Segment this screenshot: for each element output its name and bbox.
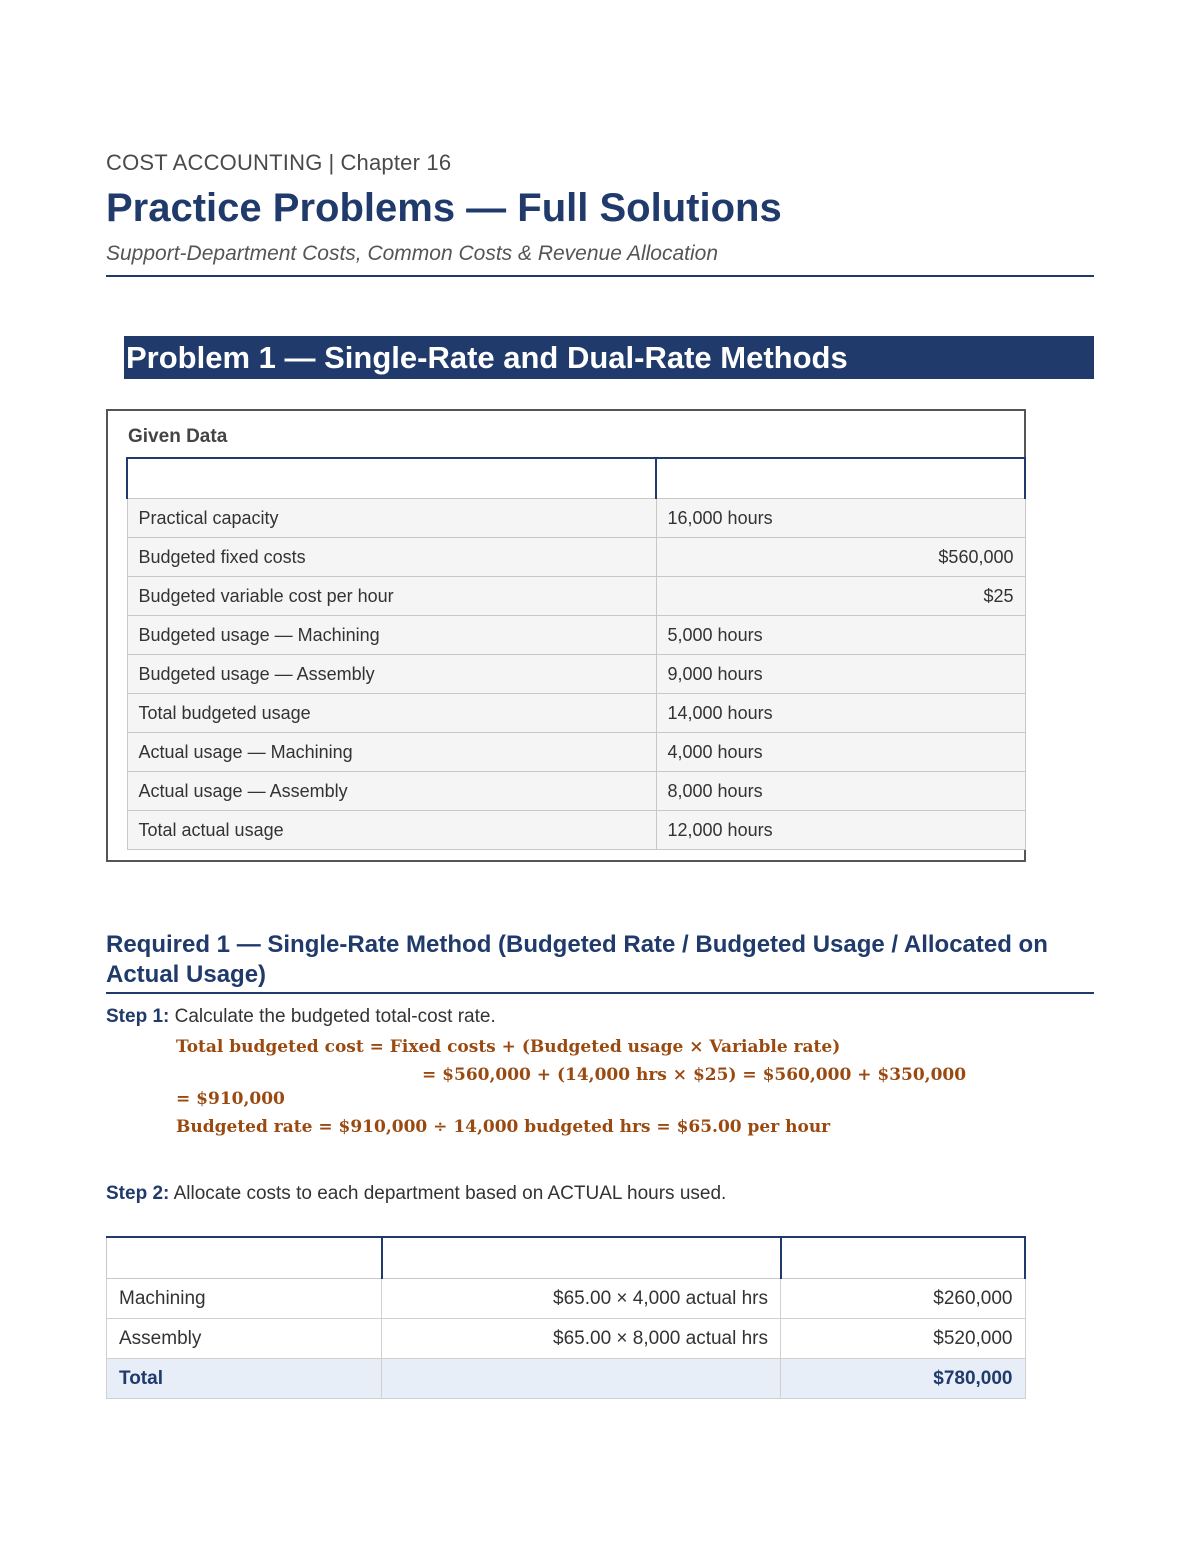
formula-total-cost-result: = $910,000 — [176, 1089, 285, 1109]
chapter-label: Chapter 16 — [340, 150, 452, 175]
step-1-text: Calculate the budgeted total-cost rate. — [169, 1006, 496, 1027]
step-2-text: Allocate costs to each department based on ACTUAL hours used. — [169, 1183, 727, 1204]
total-calculation-cell — [382, 1359, 781, 1399]
given-value-cell: 4,000 hours — [656, 733, 1025, 772]
given-item-cell: Budgeted fixed costs — [127, 538, 656, 577]
table-row — [127, 538, 1025, 577]
given-value-cell: $560,000 — [656, 538, 1025, 577]
page-subtitle: Support-Department Costs, Common Costs & Revenue Allocation — [106, 242, 718, 265]
given-item-cell: Total budgeted usage — [127, 694, 656, 733]
header-divider — [106, 275, 1094, 277]
column-header-department — [107, 1237, 382, 1279]
formula-total-cost: Total budgeted cost = Fixed costs + (Budgeted usage × Variable rate) — [176, 1037, 841, 1057]
allocation-table — [106, 1236, 1026, 1399]
column-header-data: Data — [656, 458, 1025, 499]
allocation-calculation-cell: $65.00 × 4,000 actual hrs — [382, 1279, 781, 1319]
formula-budgeted-rate: Budgeted rate = $910,000 ÷ 14,000 budgeted hrs = $65.00 per hour — [176, 1117, 831, 1137]
table-row — [107, 1319, 1026, 1359]
step-1-label: Step 1: — [106, 1006, 170, 1027]
given-item-cell: Actual usage — Assembly — [127, 772, 656, 811]
required-1-divider — [106, 992, 1094, 994]
page-title: Practice Problems — Full Solutions — [106, 186, 782, 230]
given-item-cell: Budgeted variable cost per hour — [127, 577, 656, 616]
given-item-cell: Actual usage — Machining — [127, 733, 656, 772]
allocation-amount-cell: $260,000 — [781, 1279, 1026, 1319]
given-data-box — [106, 409, 1026, 862]
formula-total-cost-calc: = $560,000 + (14,000 hrs × $25) = $560,000 + $350,000 — [422, 1065, 967, 1085]
table-row — [127, 616, 1025, 655]
step-1 — [106, 1006, 496, 1028]
table-row — [127, 811, 1025, 850]
table-row — [127, 733, 1025, 772]
total-amount-cell: $780,000 — [781, 1359, 1026, 1399]
total-label-cell: Total — [107, 1359, 382, 1399]
required-1-heading: Required 1 — Single-Rate Method (Budgeted Rate / Budgeted Usage / Allocated on Actual Usage) — [106, 931, 1048, 988]
table-header-row — [107, 1237, 1026, 1279]
given-value-cell: 9,000 hours — [656, 655, 1025, 694]
total-row — [107, 1359, 1026, 1399]
allocation-department-cell: Machining — [107, 1279, 382, 1319]
column-header-amount — [781, 1237, 1026, 1279]
table-header-row — [127, 458, 1025, 499]
given-item-cell: Total actual usage — [127, 811, 656, 850]
given-item-cell: Budgeted usage — Assembly — [127, 655, 656, 694]
given-item-cell: Practical capacity — [127, 499, 656, 538]
given-value-cell: 16,000 hours — [656, 499, 1025, 538]
kicker-separator: | — [328, 150, 335, 175]
given-item-cell: Budgeted usage — Machining — [127, 616, 656, 655]
given-data-label: Given Data — [128, 426, 228, 447]
table-row — [127, 499, 1025, 538]
allocation-amount-cell: $520,000 — [781, 1319, 1026, 1359]
given-value-cell: $25 — [656, 577, 1025, 616]
course-name: COST ACCOUNTING — [106, 150, 323, 175]
table-row — [127, 694, 1025, 733]
step-2-label: Step 2: — [106, 1183, 170, 1204]
column-header-item: Item — [127, 458, 656, 499]
document-kicker — [106, 150, 451, 176]
step-2 — [106, 1183, 726, 1205]
table-row — [107, 1279, 1026, 1319]
problem-heading: Problem 1 — Single-Rate and Dual-Rate Methods — [124, 336, 1094, 379]
table-row — [127, 655, 1025, 694]
table-row — [127, 577, 1025, 616]
given-value-cell: 8,000 hours — [656, 772, 1025, 811]
allocation-department-cell: Assembly — [107, 1319, 382, 1359]
given-value-cell: 5,000 hours — [656, 616, 1025, 655]
given-data-table — [126, 457, 1026, 850]
allocation-calculation-cell: $65.00 × 8,000 actual hrs — [382, 1319, 781, 1359]
column-header-calculation — [382, 1237, 781, 1279]
given-value-cell: 14,000 hours — [656, 694, 1025, 733]
table-row — [127, 772, 1025, 811]
given-value-cell: 12,000 hours — [656, 811, 1025, 850]
